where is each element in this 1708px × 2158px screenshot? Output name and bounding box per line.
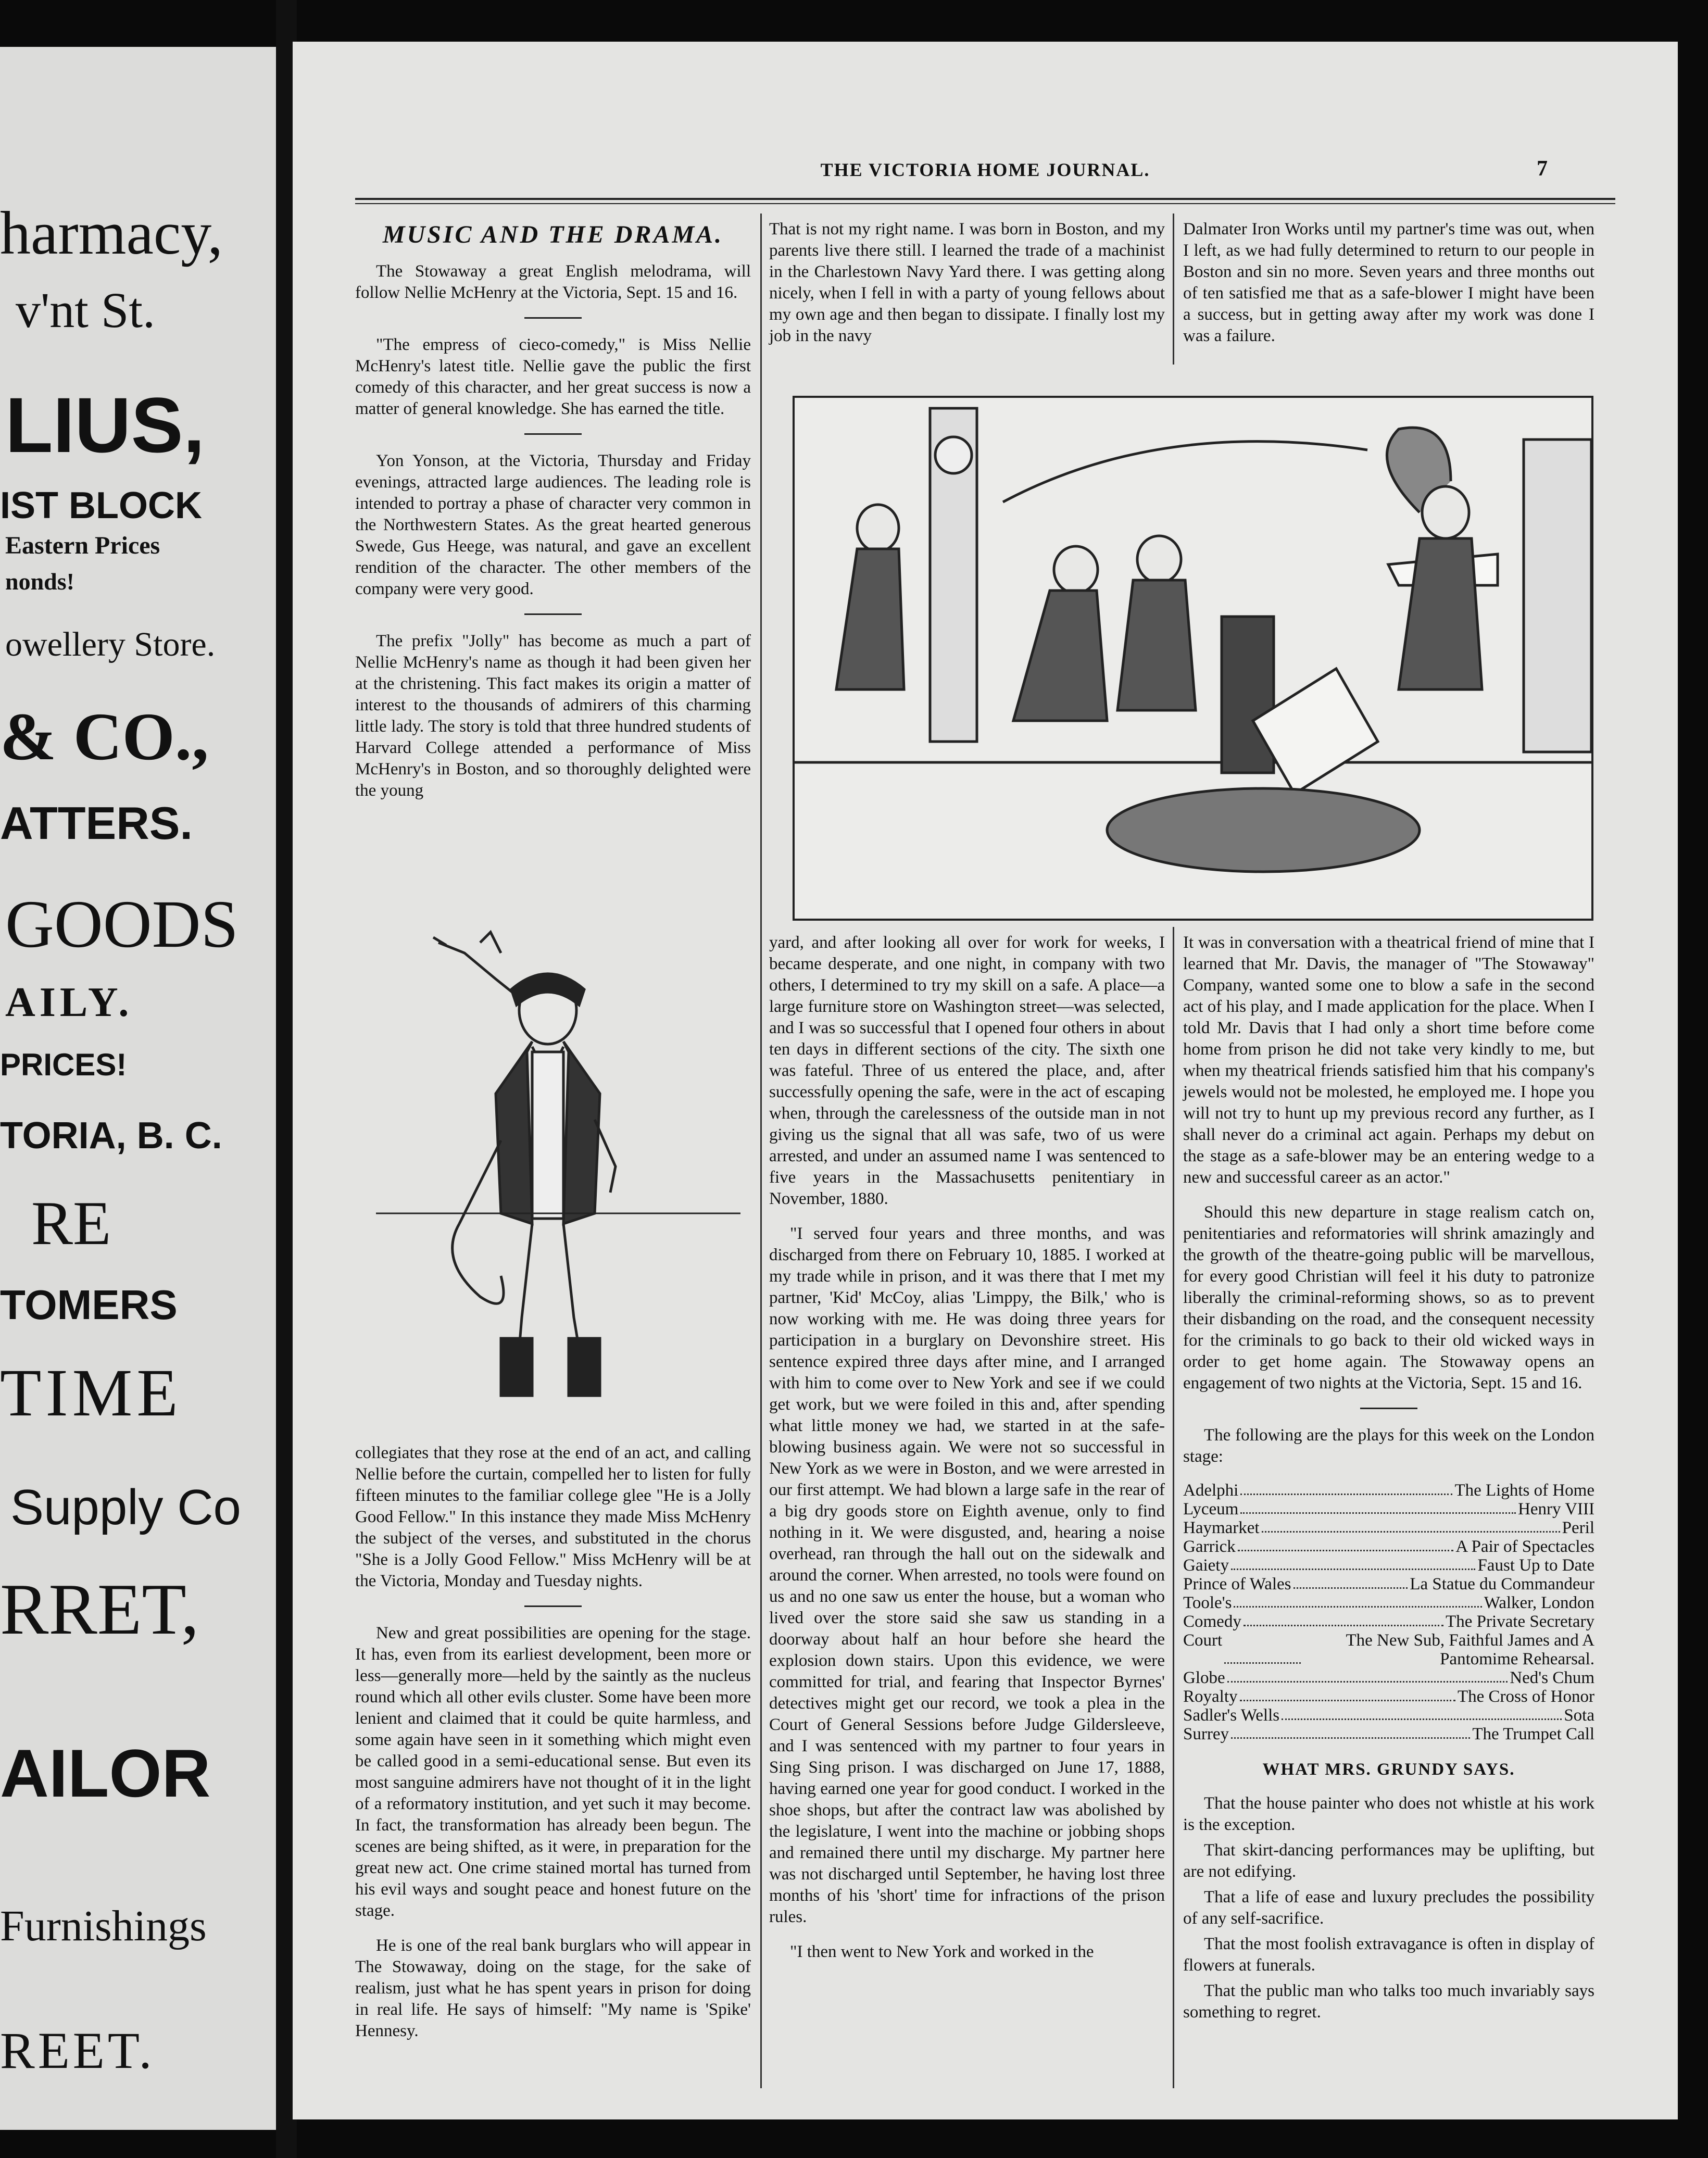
ad-line: Supply Co bbox=[10, 1479, 241, 1535]
column-3-bottom bbox=[1183, 932, 1594, 2027]
play-title: Peril bbox=[1562, 1519, 1594, 1537]
paragraph: The prefix "Jolly" has become as much a part of Nellie McHenry's name as though it had been given her at the christening. This fact makes its origin a matter of interest to the thousands of admirers of this charming little lady. The story is told that three hundred students of Harvard College attended a performance of Miss McHenry's in Boston, and so thoroughly delighted were the young bbox=[355, 632, 751, 800]
leader-dots bbox=[1227, 1668, 1508, 1683]
leader-dots bbox=[1240, 1481, 1452, 1495]
play-title: The New Sub, Faithful James and A Pantomime Rehearsal. bbox=[1346, 1631, 1594, 1668]
grundy-list bbox=[1183, 1793, 1594, 2023]
theatre-name: Adelphi bbox=[1183, 1481, 1239, 1500]
play-row bbox=[1183, 1668, 1594, 1687]
ad-line: AILOR bbox=[0, 1735, 211, 1811]
play-row bbox=[1183, 1706, 1594, 1725]
play-row bbox=[1183, 1537, 1594, 1556]
play-row bbox=[1183, 1631, 1594, 1668]
theatre-name: Prince of Wales bbox=[1183, 1575, 1291, 1594]
left-facing-page bbox=[0, 47, 276, 2130]
ad-line: v'nt St. bbox=[16, 282, 156, 338]
ad-line: nonds! bbox=[5, 568, 74, 595]
play-title: Henry VIII bbox=[1518, 1500, 1594, 1519]
play-title: The Private Secretary bbox=[1446, 1612, 1594, 1631]
ad-line: ATTERS. bbox=[0, 797, 193, 849]
paragraph: The following are the plays for this week on the London stage: bbox=[1183, 1426, 1594, 1466]
ad-line: owellery Store. bbox=[5, 625, 216, 663]
leader-dots bbox=[1244, 1612, 1443, 1626]
leader-dots bbox=[1262, 1519, 1560, 1533]
play-row bbox=[1183, 1500, 1594, 1519]
paragraph: "I then went to New York and worked in the bbox=[790, 1942, 1094, 1961]
section-heading: MUSIC AND THE DRAMA. bbox=[382, 221, 724, 248]
column-2-top bbox=[769, 219, 1165, 360]
grundy-item: That the public man who talks too much invariably says something to regret. bbox=[1183, 1981, 1594, 2022]
grundy-item: That a life of ease and luxury precludes the possibility of any self-sacrifice. bbox=[1183, 1888, 1594, 1928]
london-plays-list bbox=[1183, 1481, 1594, 1743]
leader-dots bbox=[1231, 1725, 1470, 1739]
theatre-name: Globe bbox=[1183, 1668, 1225, 1687]
paragraph: collegiates that they rose at the end of an act, and calling Nellie before the curtain, compelled her to listen for fully fifteen minutes to the familiar college glee "He is a Jolly Good Fellow." In this instance they made Miss McHenry the subject of the verses, and substituted in the chorus "She is a Jolly Good Fellow." Miss McHenry will be at the Victoria, Monday and Tuesday nights. bbox=[355, 1444, 751, 1590]
paragraph: "The empress of cieco-comedy," is Miss Nellie McHenry's latest title. Nellie gave the public the first comedy of this character, and her great success is now a matter of general knowledge. She has earned the title. bbox=[355, 335, 751, 418]
play-row bbox=[1183, 1612, 1594, 1631]
play-row bbox=[1183, 1519, 1594, 1537]
ad-line: Furnishings bbox=[0, 1902, 207, 1950]
ad-line: harmacy, bbox=[0, 199, 223, 267]
leader-dots bbox=[1224, 1631, 1301, 1664]
column-divider bbox=[760, 214, 762, 2088]
leader-dots bbox=[1231, 1556, 1475, 1570]
ad-line: PRICES! bbox=[0, 1047, 127, 1082]
theatre-name: Surrey bbox=[1183, 1725, 1229, 1743]
theatre-name: Toole's bbox=[1183, 1594, 1232, 1612]
column-divider bbox=[1173, 927, 1174, 2088]
play-row bbox=[1183, 1687, 1594, 1706]
safe-blowing-illustration bbox=[793, 396, 1593, 921]
play-title: The Trumpet Call bbox=[1472, 1725, 1594, 1743]
ad-line: AILY. bbox=[5, 980, 133, 1025]
theatre-name: Haymarket bbox=[1183, 1519, 1260, 1537]
theatre-name: Lyceum bbox=[1183, 1500, 1239, 1519]
theatre-name: Comedy bbox=[1183, 1612, 1241, 1631]
play-row bbox=[1183, 1575, 1594, 1594]
column-divider bbox=[1173, 214, 1174, 365]
paragraph: Dalmater Iron Works until my partner's time was out, when I left, as we had fully determined to return to our people in Boston and sin no more. Seven years and three months out of ten satisfied me that as a safe-blower I might have been a success, but in getting away after my work was done I was a failure. bbox=[1183, 220, 1594, 345]
play-title: The Cross of Honor bbox=[1457, 1687, 1594, 1706]
column-1-bottom bbox=[355, 1442, 751, 2055]
leader-dots bbox=[1240, 1500, 1516, 1514]
separator bbox=[524, 317, 582, 319]
ad-line: & CO., bbox=[0, 699, 209, 774]
play-title: Faust Up to Date bbox=[1477, 1556, 1594, 1575]
play-title: Walker, London bbox=[1484, 1594, 1594, 1612]
ad-line: IST BLOCK bbox=[0, 485, 202, 526]
paragraph: He is one of the real bank burglars who will appear in The Stowaway, doing on the stage, for the sake of realism, just what he has spent years in prison for doing in real life. He says of himself: "My name is 'Spike' Hennesy. bbox=[355, 1936, 751, 2040]
ad-line: TIME bbox=[0, 1356, 182, 1431]
theatre-name: Garrick bbox=[1183, 1537, 1236, 1556]
header-rule bbox=[355, 198, 1615, 200]
ad-line: RE bbox=[31, 1188, 111, 1258]
column-2-bottom bbox=[769, 932, 1165, 1976]
paragraph: Should this new departure in stage realism catch on, penitentiaries and reformatories will shrink amazingly and the growth of the theatre-going public will be marvellous, for every good Christian will feel it his duty to patronize liberally the criminal-reforming shows, so as to prevent their disbanding on the road, and the consequent necessity for the criminals to go back to their old wicked ways in order to get home again. The Stowaway opens an engagement of two nights at the Victoria, Sept. 15 and 16. bbox=[1183, 1203, 1594, 1392]
ad-line: REET. bbox=[0, 2022, 155, 2079]
grundy-heading: WHAT MRS. GRUNDY SAYS. bbox=[1262, 1760, 1515, 1779]
page-number: 7 bbox=[1537, 157, 1548, 181]
separator bbox=[524, 613, 582, 615]
paragraph: The Stowaway a great English melodrama, will follow Nellie McHenry at the Victoria, Sept. 15 and 16. bbox=[355, 262, 751, 302]
leader-dots bbox=[1240, 1687, 1455, 1701]
ad-line: TORIA, B. C. bbox=[0, 1115, 222, 1157]
theatre-name: Royalty bbox=[1183, 1687, 1238, 1706]
theatre-name: Court bbox=[1183, 1631, 1223, 1650]
newspaper-page bbox=[293, 42, 1678, 2119]
play-row bbox=[1183, 1556, 1594, 1575]
grundy-item: That the most foolish extravagance is often in display of flowers at funerals. bbox=[1183, 1935, 1594, 1975]
play-title: The Lights of Home bbox=[1454, 1481, 1594, 1500]
paragraph: Yon Yonson, at the Victoria, Thursday and Friday evenings, attracted large audiences. The leading role is intended to portray a phase of character very common in the Northwestern States. As the great hearted generous Swede, Gus Heege, was natural, and gave an excellent rendition of the character. The other members of the company were very good. bbox=[355, 451, 751, 598]
paragraph: It was in conversation with a theatrical friend of mine that I learned that Mr. Davis, the manager of "The Stowaway" Company, wanted some one to blow a safe in the second act of his play, and I made application for the place. When I told Mr. Davis that I had only a short time before come home from prison he did not take very kindly to me, but when my theatrical friends satisfied him that his company's jewels would not be molested, he employed me. I hope you will not try to hunt up my previous record any further, as I shall never do a criminal act again. Perhaps my debut on the stage as a safe-blower may be an entering wedge to a new and successful career as an actor." bbox=[1183, 933, 1594, 1187]
theatre-name: Sadler's Wells bbox=[1183, 1706, 1280, 1725]
paragraph: New and great possibilities are opening for the stage. It has, even from its earliest development, been more or less—generally more—held by the saintly as the nucleus round which all other evils cluster. Some have been more lenient and claimed that it could be quite harmless, and some again have seen in it something which might even be called good in a semi-educational sense. But even its most sanguine admirers have not thought of it in the light of a reformatory institution, and yet such it may become. In fact, the transformation has already been begun. The scenes are being shifted, as it were, in preparation for the great new act. One crime stained mortal has turned from his evil ways and sought peace and honest future on the stage. bbox=[355, 1624, 751, 1920]
separator bbox=[1360, 1408, 1417, 1409]
ad-line: LIUS, bbox=[5, 381, 205, 469]
separator bbox=[524, 1605, 582, 1607]
play-row bbox=[1183, 1725, 1594, 1743]
header-rule bbox=[355, 203, 1615, 204]
play-title: Ned's Chum bbox=[1510, 1668, 1594, 1687]
column-3-top bbox=[1183, 219, 1594, 360]
paragraph: That is not my right name. I was born in Boston, and my parents live there still. I learned the trade of a machinist in the Charlestown Navy Yard there. I was getting along nicely, when I fell in with a party of young fellows about my own age and then began to dissipate. I finally lost my job in the navy bbox=[769, 220, 1165, 345]
play-title: La Statue du Commandeur bbox=[1410, 1575, 1594, 1594]
theatre-name: Gaiety bbox=[1183, 1556, 1229, 1575]
ad-line: RRET, bbox=[0, 1569, 199, 1650]
running-head: THE VICTORIA HOME JOURNAL. bbox=[820, 159, 1150, 180]
ad-line: TOMERS bbox=[0, 1282, 178, 1328]
grundy-item: That the house painter who does not whistle at his work is the exception. bbox=[1183, 1794, 1594, 1834]
ad-line: Eastern Prices bbox=[5, 532, 160, 559]
leader-dots bbox=[1282, 1706, 1562, 1720]
play-title: A Pair of Spectacles bbox=[1455, 1537, 1594, 1556]
actor-illustration bbox=[376, 922, 740, 1427]
leader-dots bbox=[1293, 1575, 1408, 1589]
leader-dots bbox=[1234, 1594, 1481, 1608]
grundy-item: That skirt-dancing performances may be uplifting, but are not edifying. bbox=[1183, 1841, 1594, 1881]
column-1-top bbox=[355, 221, 751, 815]
play-title: Sota bbox=[1564, 1706, 1594, 1725]
paragraph: "I served four years and three months, and was discharged from there on February 10, 1885. I worked at my trade while in prison, and it was there that I met my partner, 'Kid' McCoy, alias 'Limppy, the Bilk,' who is now working with me. He was doing three years for participation in a burglary on Devonshire street. His sentence expired three days after mine, and I arranged with him to come over to New York and see if we could get work, but we were foiled in this and, after spending what little money we had, we started in at the safe-blowing business again. We were not so successful in New York as we were in Boston, and we were arrested in our first attempt. We had blown a large safe in the rear of a big dry goods store on Eighth avenue, only to find nothing in it. We were disgusted, and, hearing a noise overhead, ran through the hall out on the sidewalk and around the corner. When arrested, no tools were found on us and no one saw us enter the house, but a woman who lived over the store said she saw us standing in a doorway about half an hour before she heard the explosion down stairs. Upon this evidence, we were committed for trial, and fearing that Inspector Byrnes' detectives might get our record, we took a plea in the Court of General Sessions before Judge Gildersleeve, and I was sentenced with my partner to four years in Sing Sing prison. I was discharged on June 17, 1888, having earned one year for good conduct. I worked in the shoe shops, but after the contract law was abolished by the legislature, I went into the machine or jobbing shops and remained there until my discharge. My partner here was not discharged until September, he having lost three months of his 'short' time for infractions of the prison rules. bbox=[769, 1224, 1165, 1926]
paragraph: yard, and after looking all over for work for weeks, I became desperate, and one night, in company with two others, I determined to try my skill on a safe. A place—a large furniture store on Washington street—was selected, and I was so successful that I opened four others in about ten days in different sections of the city. The sixth one was fateful. Three of us entered the place, and, after successfully opening the safe, were in the act of escaping when, through the carelessness of the outside man in not giving us the signal that all was safe, two of us were arrested, and under an assumed name I was sentenced to five years in the Massachusetts penitentiary in November, 1880. bbox=[769, 933, 1165, 1208]
ad-line: GOODS bbox=[5, 887, 238, 962]
separator bbox=[524, 433, 582, 435]
play-row bbox=[1183, 1594, 1594, 1612]
leader-dots bbox=[1238, 1537, 1454, 1551]
play-row bbox=[1183, 1481, 1594, 1500]
